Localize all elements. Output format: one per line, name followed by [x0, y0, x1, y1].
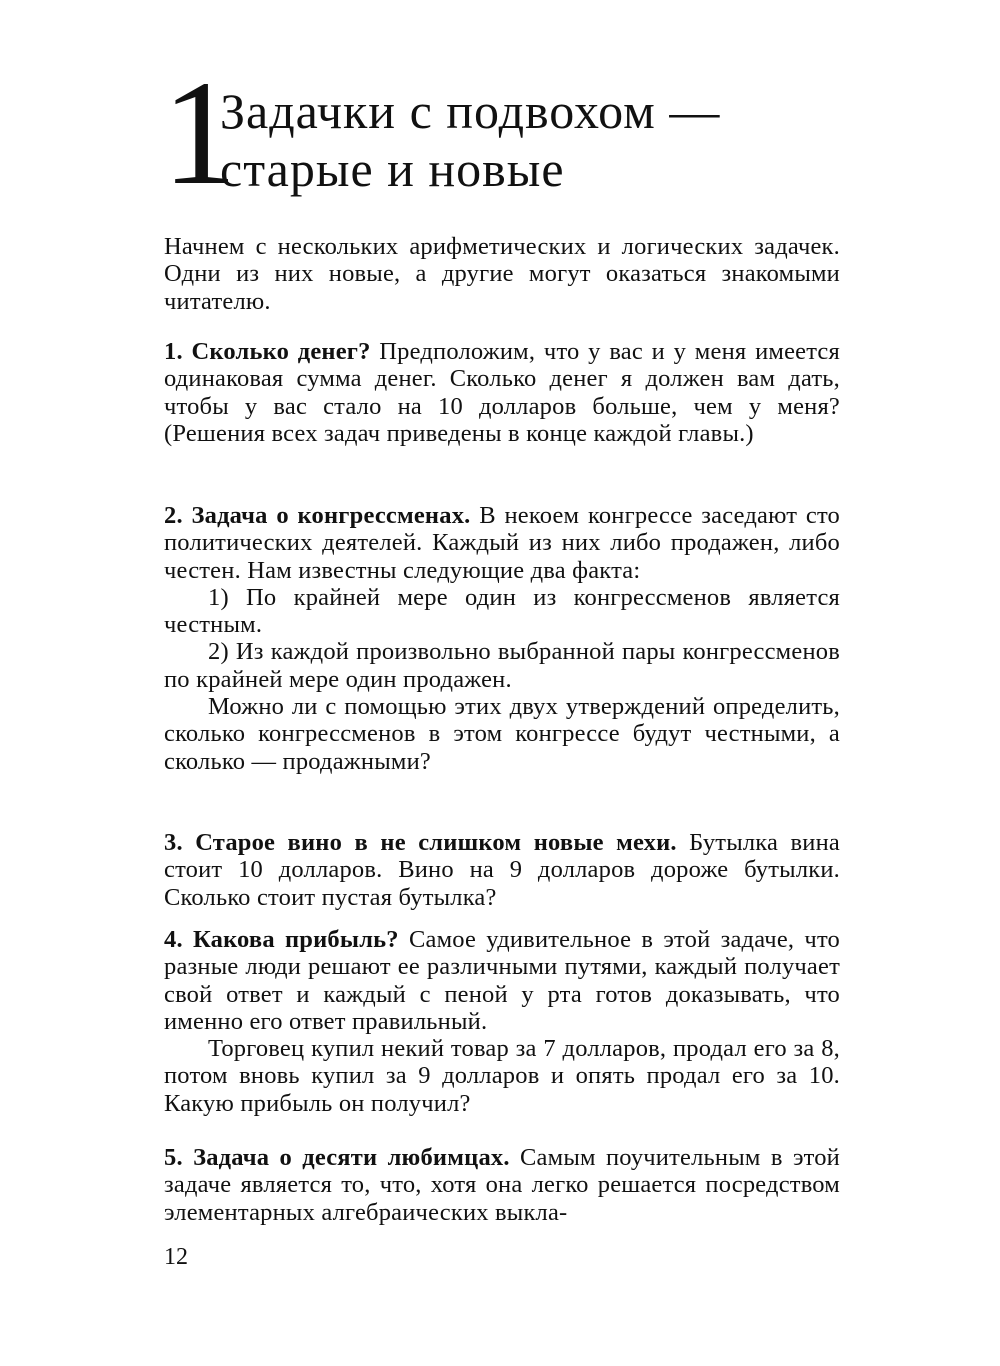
problem-1-title: 1. Сколько денег? — [164, 338, 371, 365]
problem-1 — [164, 338, 840, 447]
problem-2-item-1: 1) По крайней мере один из конгрессменов является честным. — [164, 583, 840, 639]
problem-4-title: 4. Какова прибыль? — [164, 926, 399, 953]
problem-2-question: Можно ли с помощью этих двух утверждений определить, сколько конгрессменов в этом конгрессе будут честными, а сколько — продажными? — [164, 693, 840, 775]
page-number: 12 — [164, 1244, 188, 1270]
problem-2-item-2: 2) Из каждой произвольно выбранной пары конгрессменов по крайней мере один продажен. — [164, 638, 840, 693]
problem-4 — [164, 926, 840, 1117]
problem-1-text: Предположим, что у вас и у меня имеется одинаковая сумма денег. Сколько денег я должен вам дать, чтобы у вас стало на 10 долларов больше, чем у меня? (Решения всех задач приведены в конце каждой главы.) — [164, 338, 840, 447]
problem-4-paragraph-2: Торговец купил некий товар за 7 долларов, продал его за 8, потом вновь купил за 9 долларов и опять продал его за 10. Какую прибыль он получил? — [164, 1035, 840, 1117]
problem-5-paragraph — [164, 1144, 840, 1226]
chapter-heading — [162, 50, 862, 216]
problem-5-title: 5. Задача о десяти любимцах. — [164, 1144, 510, 1171]
intro-text: Начнем с нескольких арифметических и логических задачек. Одни из них новые, а другие могут оказаться знакомыми читателю. — [164, 233, 840, 315]
intro-paragraph — [164, 233, 840, 315]
problem-3 — [164, 829, 840, 911]
chapter-title-line-1: Задачки с подвохом — — [220, 83, 721, 139]
problem-2-paragraph — [164, 502, 840, 584]
problem-3-title: 3. Старое вино в не слишком новые мехи. — [164, 829, 677, 856]
problem-1-paragraph — [164, 338, 840, 447]
chapter-title-line-2: старые и новые — [220, 141, 565, 197]
problem-4-paragraph — [164, 926, 840, 1035]
problem-2-text: В некоем конгрессе заседают сто политических деятелей. Каждый из них либо продажен, либо честен. Нам известны следующие два факта: — [164, 502, 841, 584]
problem-5 — [164, 1144, 840, 1226]
problem-2 — [164, 502, 840, 775]
chapter-number: 1 — [162, 50, 233, 216]
chapter-title — [220, 82, 720, 198]
problem-3-paragraph — [164, 829, 840, 911]
problem-2-title: 2. Задача о конгрессменах. — [164, 502, 471, 529]
problem-5-text: Самым поучительным в этой задаче является то, что, хотя она легко решается посредством элементарных алгебраических выкла- — [164, 1144, 840, 1226]
problem-3-text: Бутылка вина стоит 10 долларов. Вино на 9 долларов дороже бутылки. Сколько стоит пустая бутылка? — [164, 829, 840, 911]
problem-4-text: Самое удивительное в этой задаче, что разные люди решают ее различными путями, каждый получает свой ответ и каждый с пеной у рта готов доказывать, что именно его ответ правильный. — [164, 926, 840, 1035]
